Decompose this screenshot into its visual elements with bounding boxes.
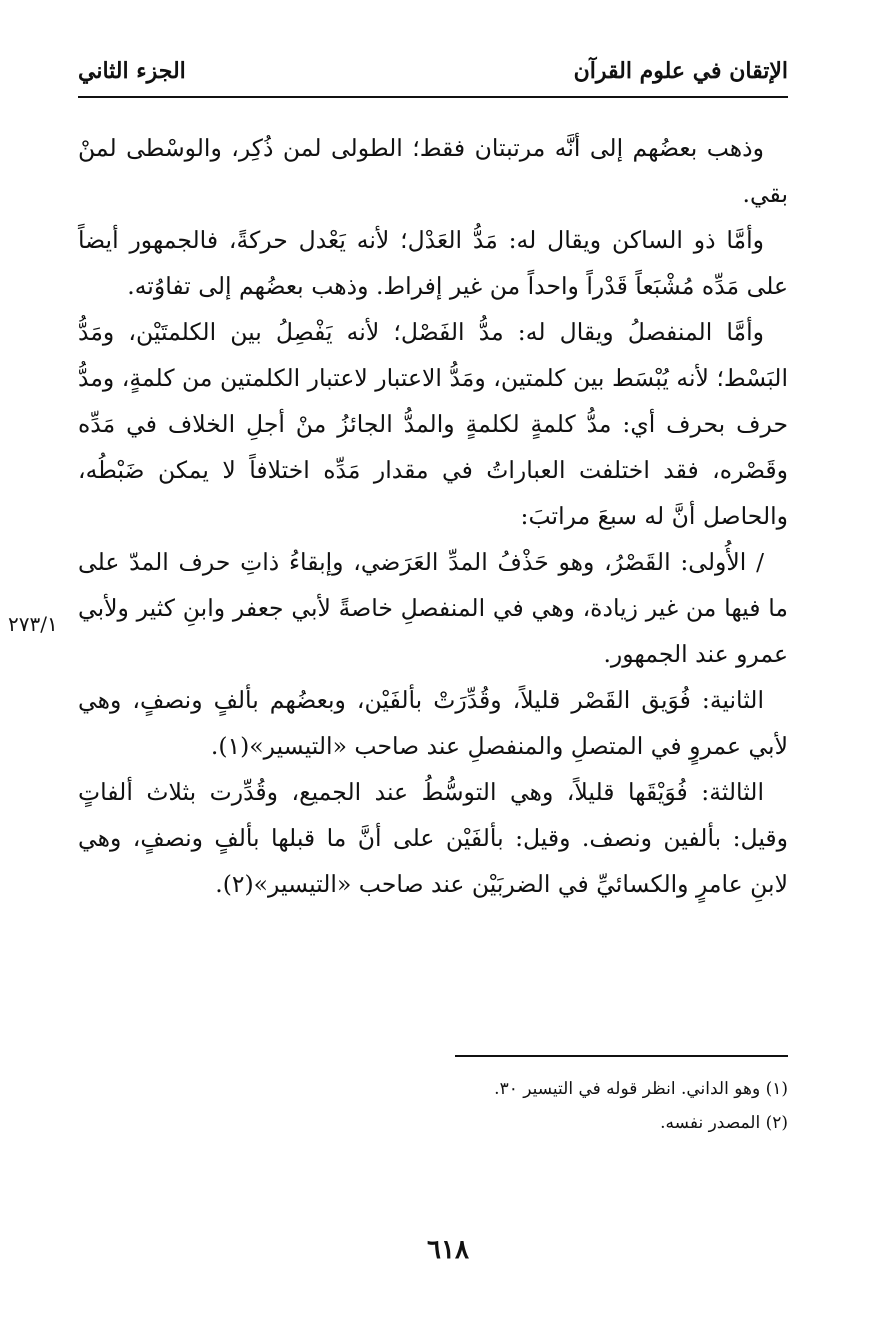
margin-reference: ٢٧٣/١ xyxy=(8,612,58,636)
part-title: الجزء الثاني xyxy=(78,58,186,84)
main-text xyxy=(78,125,788,907)
footnote: (٢) المصدر نفسه. xyxy=(660,1113,788,1133)
footnotes xyxy=(78,1072,788,1140)
paragraph: وأمَّا ذو الساكن ويقال له: مَدُّ العَدْل؛ لأنه يَعْدل حركةً، فالجمهور أيضاً على مَدِّه مُشْبَعاً قَدْراً واحداً من غير إفراط. وذهب بعضُهم إلى تفاوُته. xyxy=(78,226,788,300)
running-header xyxy=(78,56,788,98)
footnote: (١) وهو الداني. انظر قوله في التيسير ٣٠. xyxy=(494,1079,788,1099)
footnote-divider xyxy=(455,1055,788,1057)
paragraph: / الأُولى: القَصْرُ، وهو حَذْفُ المدِّ العَرَضي، وإبقاءُ ذاتِ حرف المدّ على ما فيها من غير زيادة، وهي في المنفصلِ خاصةً لأبي جعفر وابنِ كثير ولأبي عمرو عند الجمهور. xyxy=(78,548,788,668)
paragraph: وأمَّا المنفصلُ ويقال له: مدُّ الفَصْل؛ لأنه يَفْصِلُ بين الكلمتَيْن، ومَدُّ البَسْط؛ لأنه يُبْسَط بين كلمتين، ومَدُّ الاعتبار لاعتبار الكلمتين من كلمةٍ، ومدُّ حرف بحرف أي: مدُّ كلمةٍ لكلمةٍ والمدُّ الجائزُ منْ أجلِ الخلاف في مَدِّه وقَصْره، فقد اختلفت العباراتُ في مقدار مَدِّه اختلافاً لا يمكن ضَبْطُه، والحاصل أنَّ له سبعَ مراتبَ: xyxy=(78,318,788,530)
page-number: ٦١٨ xyxy=(427,1235,469,1265)
book-title: الإتقان في علوم القرآن xyxy=(573,58,788,84)
paragraph: الثانية: فُوَيق القَصْر قليلاً، وقُدِّرَتْ بألفَيْن، وبعضُهم بألفٍ ونصفٍ، وهي لأبي عمروٍ في المتصلِ والمنفصلِ عند صاحب «التيسير»(١). xyxy=(78,686,788,760)
paragraph: وذهب بعضُهم إلى أنَّه مرتبتان فقط؛ الطولى لمن ذُكِر، والوسْطى لمنْ بقي. xyxy=(78,134,788,208)
paragraph: الثالثة: فُوَيْقَها قليلاً، وهي التوسُّطُ عند الجميع، وقُدِّرت بثلاث ألفاتٍ وقيل: بألفين ونصف. وقيل: بألفَيْن على أنَّ ما قبلها بألفٍ ونصفٍ، وهي لابنِ عامرٍ والكسائيِّ في الضربَيْن عند صاحب «التيسير»(٢). xyxy=(78,778,788,898)
